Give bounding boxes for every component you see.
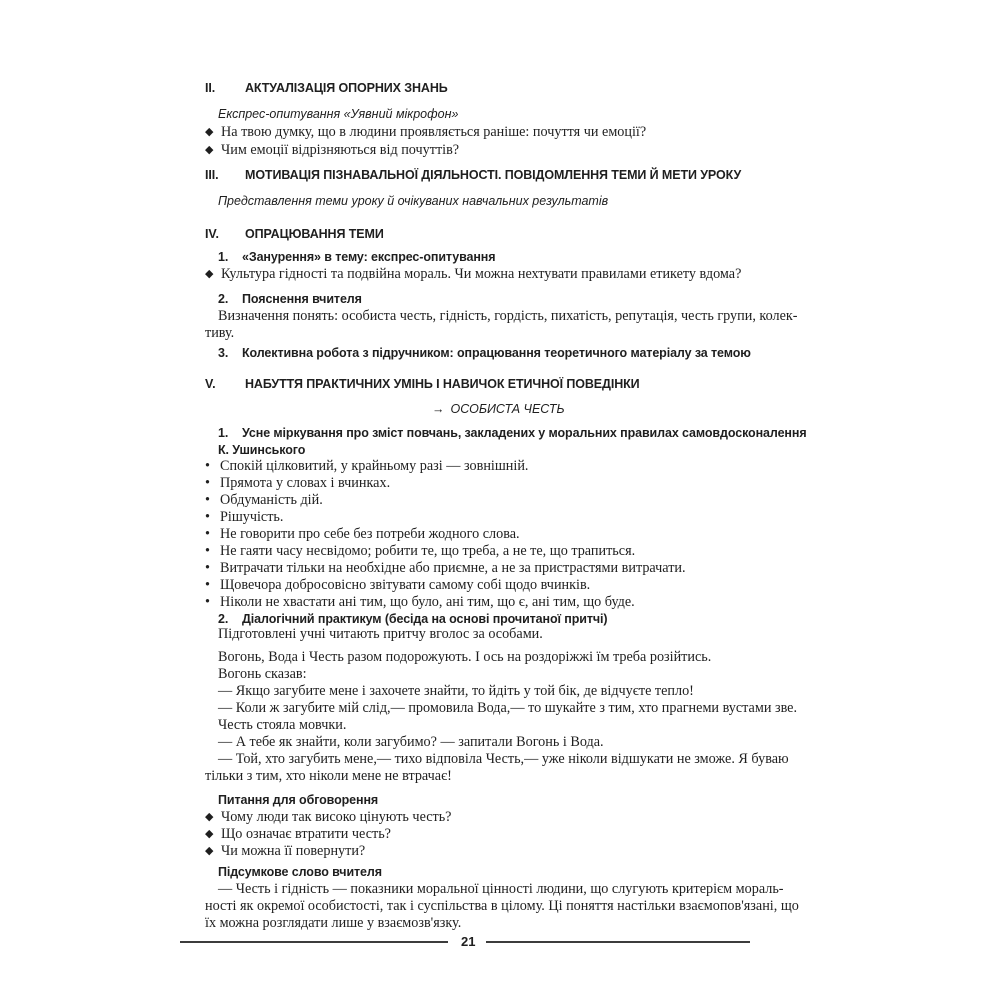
subsection-heading — [218, 426, 807, 440]
question-text: Що означає втратити честь? — [221, 826, 391, 842]
final-word-heading: Підсумкове слово вчителя — [218, 865, 382, 879]
diamond-bullet-icon: ◆ — [205, 126, 214, 138]
method-note: Експрес-опитування «Уявний мікрофон» — [218, 107, 459, 121]
list-item — [205, 526, 520, 543]
dot-bullet-icon: • — [205, 594, 210, 610]
subsection-number: 1. — [218, 426, 229, 440]
section-title: ОПРАЦЮВАННЯ ТЕМИ — [245, 227, 384, 241]
method-note: Представлення теми уроку й очікуваних навчальних результатів — [218, 194, 609, 208]
subsection-number: 2. — [218, 292, 229, 306]
list-item — [205, 826, 391, 843]
paragraph-line: тиву. — [205, 325, 235, 341]
subsection-heading — [218, 250, 495, 264]
footer-rule-right — [486, 941, 750, 943]
subtopic-title: ОСОБИСТА ЧЕСТЬ — [450, 402, 565, 416]
section-title: МОТИВАЦІЯ ПІЗНАВАЛЬНОЇ ДІЯЛЬНОСТІ. ПОВІДОМЛЕННЯ ТЕМИ Й МЕТИ УРОКУ — [245, 168, 742, 182]
dot-bullet-icon: • — [205, 475, 210, 491]
list-item — [205, 509, 283, 526]
list-item — [205, 142, 459, 159]
list-item — [205, 543, 635, 560]
question-text: Чи можна її повернути? — [221, 843, 366, 859]
dot-bullet-icon: • — [205, 509, 210, 525]
list-item — [205, 458, 528, 475]
subsection-number: 2. — [218, 612, 229, 626]
rule-text: Витрачати тільки на необхідне або приємне, а не за пристрастями витрачати. — [220, 560, 686, 576]
diamond-bullet-icon: ◆ — [205, 811, 214, 823]
rule-text: Ніколи не хвастати ані тим, що було, ані тим, що є, ані тим, що буде. — [220, 594, 635, 610]
diamond-bullet-icon: ◆ — [205, 144, 214, 156]
subsection-title: Діалогічний практикум (бесіда на основі прочитаної притчі) — [242, 612, 608, 626]
subsection-title-continued: К. Ушинського — [218, 443, 306, 457]
parable-line: — Той, хто загубить мене,— тихо відповіла Честь,— уже ніколи відшукати не зможе. Я буваю — [218, 751, 789, 767]
question-text: На твою думку, що в людини проявляється раніше: почуття чи емоції? — [221, 124, 647, 140]
question-text: Чим емоції відрізняються від почуттів? — [221, 142, 460, 158]
section-number: III. — [205, 168, 219, 182]
rule-text: Спокій цілковитий, у крайньому разі — зовнішній. — [220, 458, 529, 474]
subsection-number: 3. — [218, 346, 229, 360]
dot-bullet-icon: • — [205, 560, 210, 576]
paragraph-line: ності як окремої особистості, так і суспільства в цілому. Ці поняття настільки взаємопов'язані, що — [205, 898, 799, 914]
dot-bullet-icon: • — [205, 458, 210, 474]
arrow-right-icon: → — [432, 402, 445, 416]
subsection-heading — [218, 612, 607, 626]
paragraph-line: Підготовлені учні читають притчу вголос за особами. — [218, 626, 543, 642]
question-text: Культура гідності та подвійна мораль. Чи можна нехтувати правилами етикету вдома? — [221, 266, 742, 282]
list-item — [205, 843, 365, 860]
parable-line: Честь стояла мовчки. — [218, 717, 347, 733]
diamond-bullet-icon: ◆ — [205, 268, 214, 280]
subtopic-heading — [432, 402, 565, 416]
list-item — [205, 577, 590, 594]
rule-text: Щовечора добросовісно звітувати самому собі щодо вчинків. — [220, 577, 591, 593]
parable-line: — А тебе як знайти, коли загубимо? — запитали Вогонь і Вода. — [218, 734, 604, 750]
rule-text: Не гаяти часу несвідомо; робити те, що треба, а не те, що трапиться. — [220, 543, 636, 559]
paragraph-line: їх можна розглядати лише у взаємозв'язку. — [205, 915, 462, 931]
parable-line: — Коли ж загубите мій слід,— промовила Вода,— то шукайте з тим, хто прагнеми вустами зве. — [218, 700, 798, 716]
subsection-heading — [218, 346, 751, 360]
section-5-heading — [205, 377, 640, 391]
rule-text: Прямота у словах і вчинках. — [220, 475, 391, 491]
list-item — [205, 492, 323, 509]
paragraph-line: Визначення понять: особиста честь, гідність, гордість, пихатість, репутація, честь групи, колек- — [218, 308, 798, 324]
diamond-bullet-icon: ◆ — [205, 845, 214, 857]
page-number: 21 — [461, 934, 476, 949]
section-number: V. — [205, 377, 216, 391]
rule-text: Обдуманість дій. — [220, 492, 323, 508]
list-item — [205, 594, 635, 611]
discussion-heading: Питання для обговорення — [218, 793, 379, 807]
list-item — [205, 266, 741, 283]
parable-line: Вогонь сказав: — [218, 666, 307, 682]
rule-text: Не говорити про себе без потреби жодного слова. — [220, 526, 520, 542]
section-title: НАБУТТЯ ПРАКТИЧНИХ УМІНЬ І НАВИЧОК ЕТИЧНОЇ ПОВЕДІНКИ — [245, 377, 640, 391]
section-3-heading — [205, 168, 741, 182]
subsection-heading — [218, 292, 362, 306]
section-number: IV. — [205, 227, 219, 241]
rule-text: Рішучість. — [220, 509, 284, 525]
question-text: Чому люди так високо цінують честь? — [221, 809, 452, 825]
dot-bullet-icon: • — [205, 577, 210, 593]
list-item — [205, 475, 390, 492]
section-2-heading — [205, 81, 448, 95]
dot-bullet-icon: • — [205, 492, 210, 508]
parable-line: тільки з тим, хто ніколи мене не втрачає! — [205, 768, 452, 784]
subsection-title: «Занурення» в тему: експрес-опитування — [242, 250, 496, 264]
subsection-title: Пояснення вчителя — [242, 292, 362, 306]
paragraph-line: — Честь і гідність — показники моральної цінності людини, що слугують критерієм мораль- — [218, 881, 784, 897]
subsection-title: Усне міркування про зміст повчань, закладених у моральних правилах самовдосконалення — [242, 426, 807, 440]
section-title: АКТУАЛІЗАЦІЯ ОПОРНИХ ЗНАНЬ — [245, 81, 448, 95]
diamond-bullet-icon: ◆ — [205, 828, 214, 840]
parable-line: Вогонь, Вода і Честь разом подорожують. І ось на роздоріжжі їм треба розійтись. — [218, 649, 712, 665]
dot-bullet-icon: • — [205, 526, 210, 542]
parable-line: — Якщо загубите мене і захочете знайти, то йдіть у той бік, де відчуєте тепло! — [218, 683, 694, 699]
dot-bullet-icon: • — [205, 543, 210, 559]
footer-rule-left — [180, 941, 448, 943]
list-item — [205, 124, 646, 141]
subsection-number: 1. — [218, 250, 229, 264]
list-item — [205, 560, 686, 577]
list-item — [205, 809, 451, 826]
section-number: II. — [205, 81, 216, 95]
subsection-title: Колективна робота з підручником: опрацювання теоретичного матеріалу за темою — [242, 346, 751, 360]
section-4-heading — [205, 227, 384, 241]
